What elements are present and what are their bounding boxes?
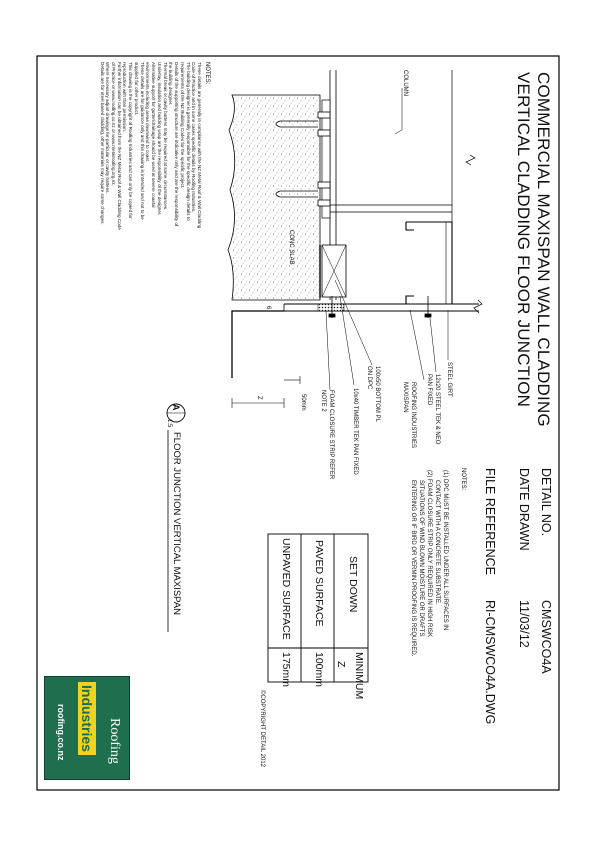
copyright-text: ©COPYRIGHT DETAIL 2012	[259, 690, 265, 768]
table-col2-header: MINIMUM	[353, 652, 365, 700]
file-reference-label: FILE REFERENCE	[483, 468, 497, 575]
callout-letter: A	[171, 404, 181, 411]
detail-no-value: CMSWCO4A	[539, 600, 553, 674]
detail-no-label: DETAIL NO.	[539, 468, 553, 537]
sheet-title-line1: COMMERCIAL MAXISPAN WALL CLADDING	[534, 72, 553, 427]
label-dim-50: 50mm	[300, 394, 306, 411]
general-notes-heading: NOTES:	[204, 62, 210, 85]
table-row-value: 175mm	[280, 652, 292, 688]
label-ref-marker: 6	[265, 306, 271, 310]
date-drawn-value: 11/03/12	[517, 600, 531, 648]
table-row-label: UNPAVED SURFACE	[280, 538, 292, 640]
file-reference-value: RI-CMSWCO4A.DWG	[483, 600, 497, 725]
logo-text-url: roofing.co.nz	[56, 704, 66, 761]
table-row-label: PAVED SURFACE	[313, 540, 325, 627]
logo-text-roofing: Roofing	[107, 718, 122, 764]
label-foam-1: FOAM CLOSURE STRIP REFER	[328, 390, 334, 480]
label-cladding-2: MAXISPAN	[402, 382, 408, 413]
roofing-industries-logo	[44, 676, 130, 780]
title-block-notes-heading: NOTES:	[460, 468, 466, 491]
note2-line3: ENTERING OR IF BIRD OR VERMIN PROOFING IS REQUIRED.	[410, 480, 416, 657]
callout-scale: 1:5	[166, 419, 172, 428]
label-foam-2: NOTE 2	[320, 390, 326, 412]
label-conc-slab: CONC SLAB	[288, 230, 294, 265]
general-notes-text: These details are generally in compliance with the NZ Metal Roof & Wall Cladding Code of Practice and in some cases specific details by Roofing Industries. The building designer is generally responsible for the specific design details to requirements of the NZ Building Codes for the specific project. Details of the supporting structure are indicative only and are the responsibility of the building designer. Thermal break or cavity battens may be required at some circumstances. Underlay, insulation and building wrap are the responsibility of the designer. Alternative support for gutter/drainage should be used at severe coastal environments including areas downwind to coast. These details are for guidance only and this drawing is intended and not to be supplied for other product. This drawing is the copyright of Roofing Industries and can only be copied for reproduction with their permission. Further information can be obtained from the NZ Metal Roof & Wall Cladding Code of Practice or www.roofing.co.nz or www.metalroofing.org.nz. Where necessary adjust drawings for particular or cavity battens. Details are for steel based cladding, other materials may require some changes.	[99, 62, 202, 230]
sheet-title-line2: VERTICAL CLADDING FLOOR JUNCTION	[514, 72, 533, 408]
label-bottom-plate-1: 100x50 BOTTOM PL	[374, 366, 380, 422]
table-col1-header: SET DOWN	[347, 556, 359, 613]
logo-text-industries: Industries	[78, 682, 96, 755]
date-drawn-label: DATE DRAWN	[517, 468, 531, 551]
label-column: COLUMN	[402, 70, 408, 97]
table-col2-sub: Z	[335, 661, 347, 668]
note1-line2: CONTACT WITH A CONCRETE SUBSTRATE.	[434, 480, 440, 605]
label-cladding-1: ROOFING INDUSTRIES	[410, 382, 416, 449]
table-row-value: 100mm	[313, 652, 325, 688]
label-screw-2: PAN FIXED	[426, 374, 432, 406]
label-steel-girt: STEEL GIRT	[446, 362, 452, 397]
callout-caption: FLOOR JUNCTION VERTICAL MAXISPAN	[171, 432, 182, 615]
label-bottom-plate-2: ON DPC	[366, 366, 372, 390]
label-screw-1: 12x20 STEEL TEK & NEO	[434, 374, 440, 445]
label-dim-z: Z	[256, 396, 262, 400]
label-timber-tek: 10x40 TIMBER TEK PAN FIXED	[352, 388, 358, 475]
note1-line1: (1) DPC MUST BE INSTALLED UNDER ALL SURFACES IN	[442, 470, 448, 631]
note2-line1: (2) FOAM CLOSURE STRIP ONLY REQUIRED IN HIGH RISK	[426, 470, 432, 638]
note2-line2: SITUATIONS OF WIND BLOWN MOISTURE OR DRAFTS	[418, 480, 424, 637]
